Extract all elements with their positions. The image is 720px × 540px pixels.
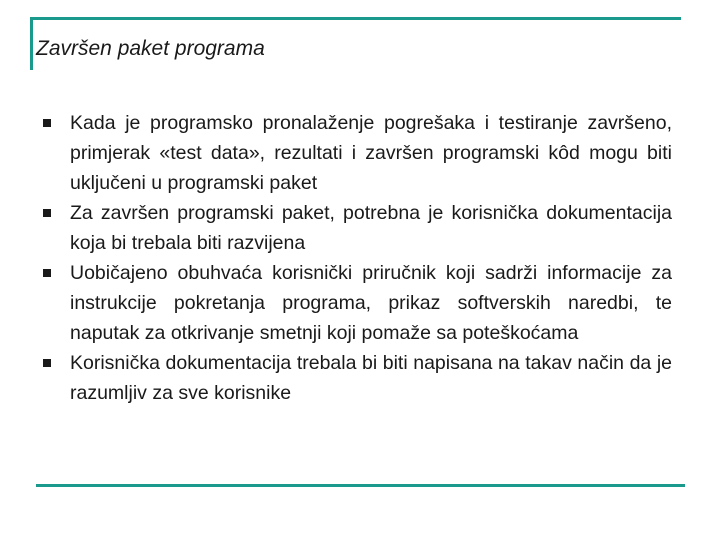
square-bullet-icon xyxy=(43,209,51,217)
square-bullet-icon xyxy=(43,119,51,127)
square-bullet-icon xyxy=(43,359,51,367)
bullet-list xyxy=(38,108,672,408)
bullet-item xyxy=(38,348,672,408)
bullet-text: Korisnička dokumentacija trebala bi biti napisana na takav način da je razumljiv za sve korisnike xyxy=(70,352,672,404)
bottom-rule xyxy=(36,484,685,487)
square-bullet-icon xyxy=(43,269,51,277)
bullet-text: Kada je programsko pronalaženje pogrešaka i testiranje završeno, primjerak «test data», rezultati i završen programski kôd mogu biti uključeni u programski paket xyxy=(70,112,672,194)
slide-title: Završen paket programa xyxy=(36,37,265,60)
bullet-item xyxy=(38,198,672,258)
bullet-item xyxy=(38,258,672,348)
bullet-item xyxy=(38,108,672,198)
bullet-text: Uobičajeno obuhvaća korisnički priručnik koji sadrži informacije za instrukcije pokretanja programa, prikaz softverskih naredbi, te naputak za otkrivanje smetnji koji pomaže sa poteškoćama xyxy=(70,262,672,344)
bullet-text: Za završen programski paket, potrebna je korisnička dokumentacija koja bi trebala biti razvijena xyxy=(70,202,672,254)
